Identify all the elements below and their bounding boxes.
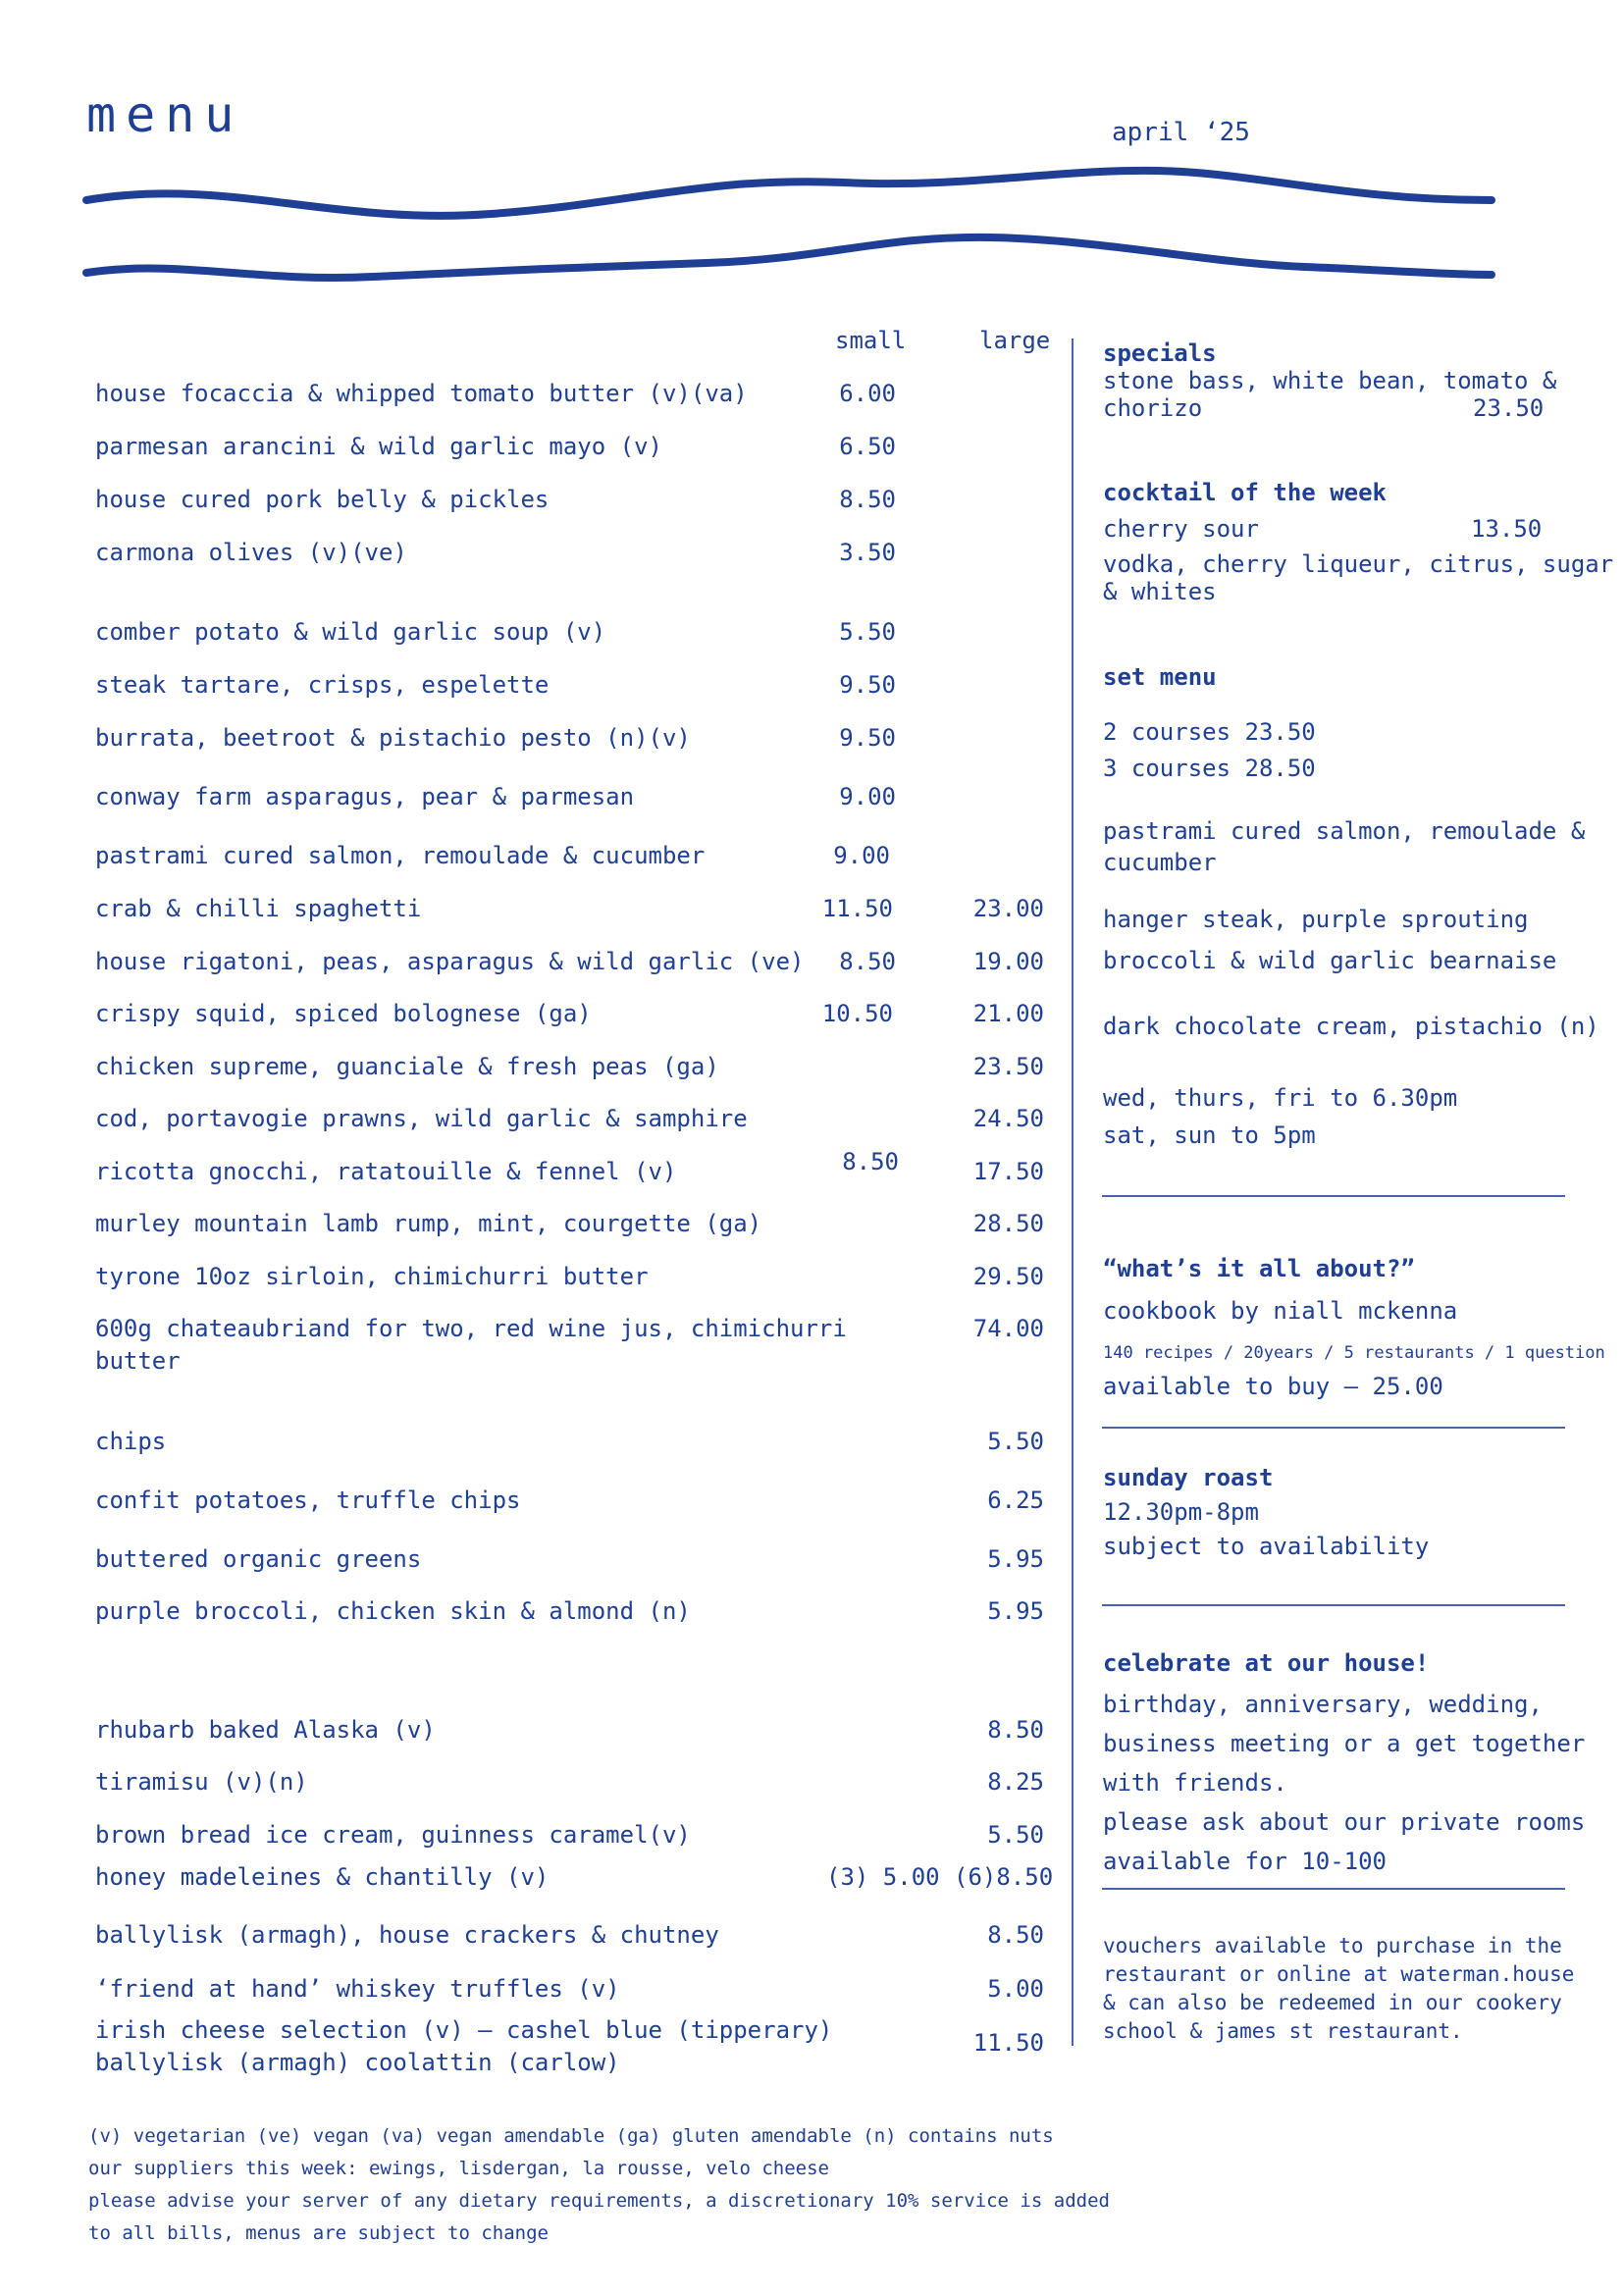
item-price-large: 21.00 — [972, 1000, 1044, 1027]
item-price-small: 5.50 — [839, 618, 896, 646]
set-menu-times: wed, thurs, fri to 6.30pm — [1103, 1084, 1458, 1112]
item-name: house rigatoni, peas, asparagus & wild garlic (ve) — [95, 948, 805, 975]
item-name: tyrone 10oz sirloin, chimichurri butter — [95, 1263, 649, 1290]
item-name-cont: ballylisk (armagh) coolattin (carlow) — [95, 2049, 620, 2076]
cocktail-name: cherry sour — [1103, 515, 1259, 543]
item-price-small: (3) 5.00 — [826, 1863, 940, 1891]
item-name: buttered organic greens — [95, 1545, 422, 1573]
item-price-small: 9.00 — [839, 783, 896, 810]
set-menu-dish: dark chocolate cream, pistachio (n) — [1103, 1013, 1599, 1040]
specials-line: chorizo — [1103, 394, 1203, 422]
item-price-small: 6.50 — [839, 433, 896, 460]
item-name: ‘friend at hand’ whiskey truffles (v) — [95, 1975, 620, 2003]
item-price-large: 29.50 — [972, 1263, 1044, 1290]
item-price-large: 8.50 — [987, 1921, 1044, 1949]
item-name: house focaccia & whipped tomato butter (v)(va) — [95, 380, 748, 407]
item-price-large: 19.00 — [972, 948, 1044, 975]
celebrate-line: birthday, anniversary, wedding, — [1103, 1691, 1543, 1718]
item-name: rhubarb baked Alaska (v) — [95, 1716, 436, 1744]
item-price-large: 5.50 — [987, 1821, 1044, 1849]
column-divider — [1072, 339, 1074, 2046]
cocktail-desc: & whites — [1103, 578, 1217, 605]
item-price-small: 8.50 — [839, 948, 896, 975]
roast-line: subject to availability — [1103, 1533, 1430, 1560]
item-price-large: 8.25 — [987, 1768, 1044, 1796]
vouchers-line: vouchers available to purchase in the — [1103, 1934, 1562, 1957]
set-menu-title: set menu — [1103, 663, 1217, 691]
item-price-large: 5.00 — [987, 1975, 1044, 2003]
item-price-large: 28.50 — [972, 1210, 1044, 1237]
cocktail-desc: vodka, cherry liqueur, citrus, sugar — [1103, 550, 1614, 578]
column-header-large: large — [979, 327, 1051, 354]
divider — [1102, 1195, 1565, 1197]
item-price-large: 74.00 — [972, 1315, 1044, 1342]
specials-title: specials — [1103, 339, 1217, 367]
item-name: steak tartare, crisps, espelette — [95, 671, 550, 699]
cookbook-line: cookbook by niall mckenna — [1103, 1297, 1458, 1325]
item-name: honey madeleines & chantilly (v) — [95, 1863, 550, 1891]
cocktail-price: 13.50 — [1471, 515, 1543, 543]
footer-line: to all bills, menus are subject to change — [88, 2222, 549, 2244]
item-price-large: 24.50 — [972, 1105, 1044, 1132]
vouchers-line: school & james st restaurant. — [1103, 2019, 1463, 2043]
item-name: 600g chateaubriand for two, red wine jus, chimichurri — [95, 1315, 847, 1342]
item-name: crispy squid, spiced bolognese (ga) — [95, 1000, 592, 1027]
footer-line: please advise your server of any dietary requirements, a discretionary 10% service is added — [88, 2190, 1110, 2212]
item-price-large: 5.50 — [987, 1428, 1044, 1455]
item-price-small: 8.50 — [839, 486, 896, 513]
set-menu-times: sat, sun to 5pm — [1103, 1121, 1316, 1149]
set-menu-dish: cucumber — [1103, 849, 1217, 876]
item-name: house cured pork belly & pickles — [95, 486, 550, 513]
set-menu-price: 3 courses 28.50 — [1103, 755, 1316, 782]
column-header-small: small — [835, 327, 907, 354]
item-name: tiramisu (v)(n) — [95, 1768, 308, 1796]
celebrate-line: with friends. — [1103, 1769, 1287, 1797]
cocktail-title: cocktail of the week — [1103, 479, 1387, 506]
item-price-small: 8.50 — [842, 1148, 899, 1175]
divider — [1102, 1888, 1565, 1890]
item-name-cont: butter — [95, 1347, 181, 1375]
item-price-large: 5.95 — [987, 1545, 1044, 1573]
cookbook-line: available to buy – 25.00 — [1103, 1373, 1443, 1400]
set-menu-dish: broccoli & wild garlic bearnaise — [1103, 947, 1557, 974]
item-name: parmesan arancini & wild garlic mayo (v) — [95, 433, 662, 460]
roast-line: 12.30pm-8pm — [1103, 1498, 1259, 1526]
item-price-large: 6.25 — [987, 1487, 1044, 1514]
menu-date: april ‘25 — [1112, 118, 1250, 147]
item-price-small: 9.00 — [833, 842, 890, 869]
vouchers-line: restaurant or online at waterman.house — [1103, 1962, 1575, 1986]
specials-price: 23.50 — [1473, 394, 1545, 422]
celebrate-line: business meeting or a get together — [1103, 1730, 1586, 1757]
celebrate-line: available for 10-100 — [1103, 1848, 1387, 1875]
set-menu-dish: hanger steak, purple sprouting — [1103, 906, 1529, 933]
item-name: conway farm asparagus, pear & parmesan — [95, 783, 635, 810]
item-name: pastrami cured salmon, remoulade & cucumber — [95, 842, 706, 869]
item-price-large: 23.50 — [972, 1053, 1044, 1080]
item-name: chips — [95, 1428, 167, 1455]
item-price-large: 8.50 — [987, 1716, 1044, 1744]
item-name: burrata, beetroot & pistachio pesto (n)(v) — [95, 724, 691, 752]
item-name: crab & chilli spaghetti — [95, 895, 422, 922]
roast-title: sunday roast — [1103, 1464, 1274, 1491]
item-price-small: 10.50 — [821, 1000, 893, 1027]
specials-line: stone bass, white bean, tomato & — [1103, 367, 1557, 394]
item-price-small: 3.50 — [839, 539, 896, 566]
item-price-small: 11.50 — [821, 895, 893, 922]
celebrate-title: celebrate at our house! — [1103, 1649, 1430, 1677]
item-name: carmona olives (v)(ve) — [95, 539, 407, 566]
item-price-small: 9.50 — [839, 724, 896, 752]
item-name: irish cheese selection (v) – cashel blue (tipperary) — [95, 2016, 833, 2044]
cookbook-title: “what’s it all about?” — [1103, 1255, 1415, 1282]
footer-line: (v) vegetarian (ve) vegan (va) vegan amendable (ga) gluten amendable (n) contains nuts — [88, 2125, 1054, 2147]
item-price-large: 11.50 — [972, 2029, 1044, 2057]
item-price-small: 9.50 — [839, 671, 896, 699]
item-name: comber potato & wild garlic soup (v) — [95, 618, 606, 646]
divider — [1102, 1604, 1565, 1606]
set-menu-price: 2 courses 23.50 — [1103, 718, 1316, 746]
cookbook-line: 140 recipes / 20years / 5 restaurants / 1 question — [1103, 1343, 1605, 1363]
celebrate-line: please ask about our private rooms — [1103, 1808, 1586, 1836]
item-price-large: 23.00 — [972, 895, 1044, 922]
set-menu-dish: pastrami cured salmon, remoulade & — [1103, 817, 1586, 845]
item-name: chicken supreme, guanciale & fresh peas (ga) — [95, 1053, 719, 1080]
item-name: confit potatoes, truffle chips — [95, 1487, 521, 1514]
item-name: purple broccoli, chicken skin & almond (n) — [95, 1597, 691, 1625]
wave-decoration — [79, 157, 1501, 294]
footer-line: our suppliers this week: ewings, lisdergan, la rousse, velo cheese — [88, 2158, 829, 2179]
item-price-small: 6.00 — [839, 380, 896, 407]
item-name: murley mountain lamb rump, mint, courgette (ga) — [95, 1210, 762, 1237]
item-price-large: (6)8.50 — [954, 1863, 1054, 1891]
item-price-large: 17.50 — [972, 1158, 1044, 1185]
item-name: ballylisk (armagh), house crackers & chutney — [95, 1921, 719, 1949]
divider — [1102, 1427, 1565, 1429]
vouchers-line: & can also be redeemed in our cookery — [1103, 1991, 1562, 2014]
item-name: cod, portavogie prawns, wild garlic & samphire — [95, 1105, 748, 1132]
item-name: brown bread ice cream, guinness caramel(v) — [95, 1821, 691, 1849]
item-name: ricotta gnocchi, ratatouille & fennel (v) — [95, 1158, 677, 1185]
page-title: menu — [86, 86, 244, 143]
item-price-large: 5.95 — [987, 1597, 1044, 1625]
